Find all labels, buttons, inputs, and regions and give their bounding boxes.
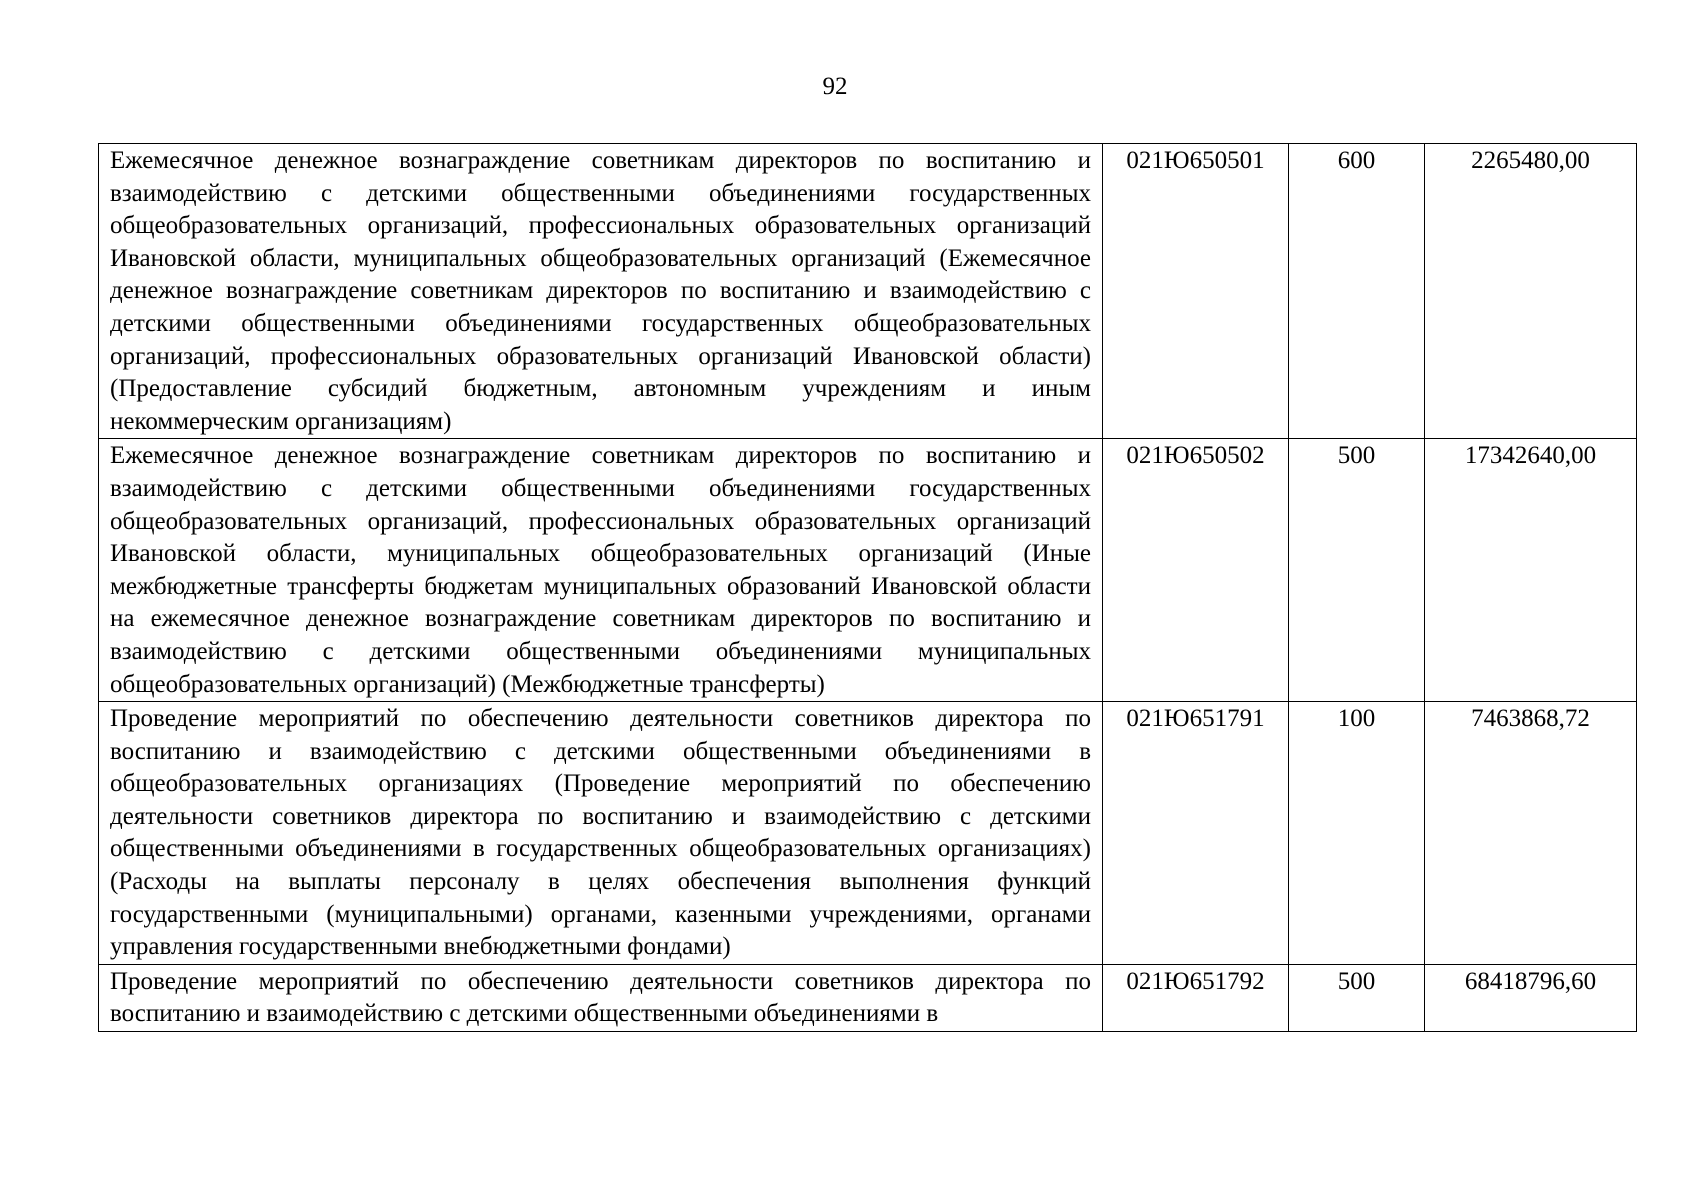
row-description-cell (99, 964, 1103, 1031)
table-row (99, 964, 1637, 1031)
row-description-cell (99, 144, 1103, 439)
budget-table (98, 143, 1637, 1032)
row-sum: 7463868,72 (1425, 702, 1637, 965)
row-expense-type: 100 (1289, 702, 1425, 965)
row-sum: 68418796,60 (1425, 964, 1637, 1031)
row-description-cell (99, 439, 1103, 702)
row-description: Ежемесячное денежное вознаграждение советникам директоров по воспитанию и взаимодействию с детскими общественными объединениями государственных общеобразовательных организаций, профессиональных образовательных организаций Ивановской области, муниципальных общеобразовательных организаций (Иные межбюджетные трансферты бюджетам муниципальных образований Ивановской области на ежемесячное денежное вознаграждение советникам директоров по воспитанию и взаимодействию с детскими общественными объединениями муниципальных общеобразовательных организаций) (Межбюджетные трансферты) (110, 442, 1091, 698)
row-description: Ежемесячное денежное вознаграждение советникам директоров по воспитанию и взаимодействию с детскими общественными объединениями государственных общеобразовательных организаций, профессиональных образовательных организаций Ивановской области, муниципальных общеобразовательных организаций (Ежемесячное денежное вознаграждение советникам директоров по воспитанию и взаимодействию с детскими общественными объединениями государственных общеобразовательных организаций, профессиональных образовательных организаций Ивановской области) (Предоставление субсидий бюджетным, автономным учреждениям и иным некоммерческим организациям) (110, 147, 1091, 435)
table-row (99, 702, 1637, 965)
row-sum: 17342640,00 (1425, 439, 1637, 702)
row-description: Проведение мероприятий по обеспечению деятельности советников директора по воспитанию и взаимодействию с детскими общественными объединениями в (110, 967, 1091, 1028)
row-code: 021Ю650501 (1103, 144, 1289, 439)
row-description: Проведение мероприятий по обеспечению деятельности советников директора по воспитанию и взаимодействию с детскими общественными объединениями в общеобразовательных организациях (Проведение мероприятий по обеспечению деятельности советников директора по воспитанию и взаимодействию с детскими общественными объединениями в государственных общеобразовательных организациях) (Расходы на выплаты персоналу в целях обеспечения выполнения функций государственными (муниципальными) органами, казенными учреждениями, органами управления государственными внебюджетными фондами) (110, 705, 1091, 961)
row-expense-type: 500 (1289, 964, 1425, 1031)
row-sum: 2265480,00 (1425, 144, 1637, 439)
table-row (99, 144, 1637, 439)
row-code: 021Ю651791 (1103, 702, 1289, 965)
row-expense-type: 600 (1289, 144, 1425, 439)
row-code: 021Ю651792 (1103, 964, 1289, 1031)
row-expense-type: 500 (1289, 439, 1425, 702)
row-description-cell (99, 702, 1103, 965)
page-number: 92 (822, 73, 848, 100)
table-row (99, 439, 1637, 702)
row-code: 021Ю650502 (1103, 439, 1289, 702)
